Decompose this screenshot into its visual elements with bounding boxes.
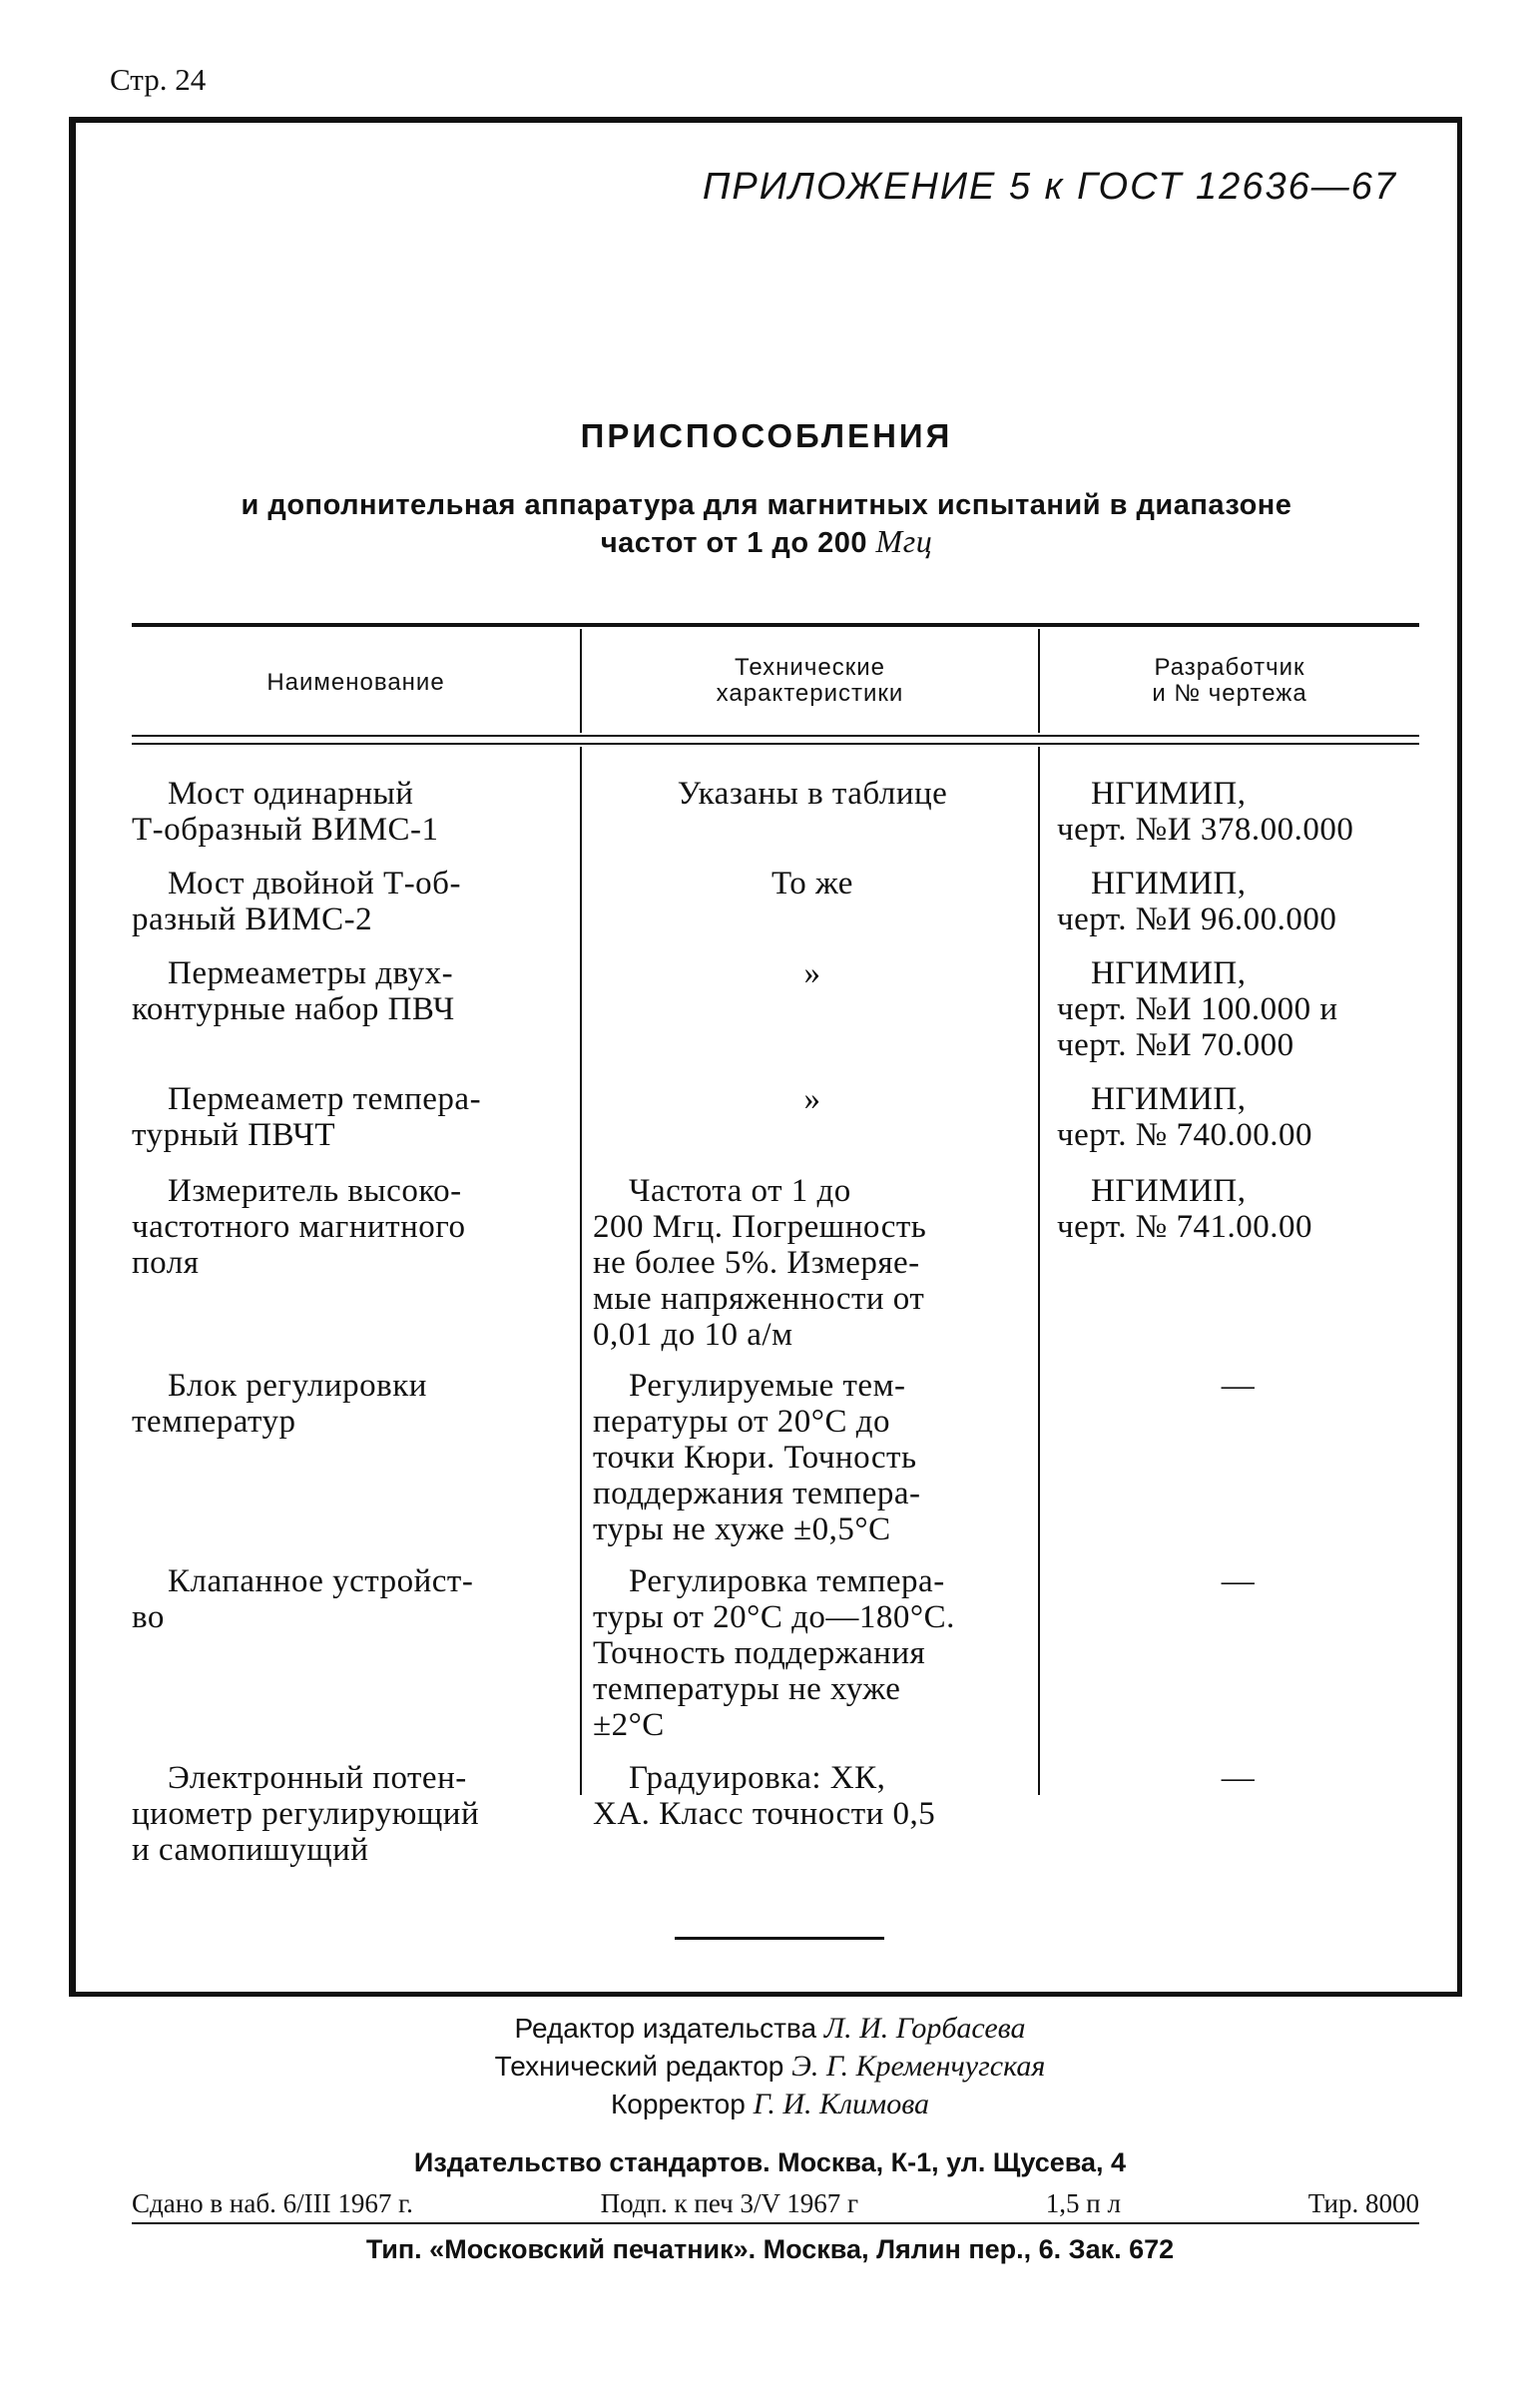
sheet-count: 1,5 п л (1045, 2188, 1121, 2218)
editor-label: Редактор издательства (514, 2013, 817, 2044)
row-8-name: Электронный потен- циометр регулирующий и самопишущий (132, 1760, 480, 1868)
corrector-name: Г. И. Климова (753, 2088, 930, 2120)
row-7-spec: Регулировка темпера- туры от 20°С до—180°С. Точность поддержания температуры не хуже ±2°С (593, 1563, 955, 1743)
row-4-name: Пермеаметр темпера- турный ПВЧТ (132, 1081, 482, 1153)
header-bottom-rule-1 (132, 735, 1419, 737)
row-3-developer: НГИМИП, черт. №И 100.000 и черт. №И 70.000 (1057, 955, 1338, 1063)
subtitle-line-2 (136, 523, 1397, 561)
document-subtitle (136, 487, 1397, 561)
row-5-name: Измеритель высоко- частотного магнитного поля (132, 1173, 466, 1281)
tech-editor-label: Технический редактор (494, 2051, 784, 2082)
row-2-spec: То же (771, 866, 853, 901)
editor-line (0, 2010, 1540, 2048)
row-7-developer: — (1221, 1563, 1256, 1599)
editor-name: Л. И. Горбасева (823, 2012, 1026, 2045)
column-divider-2-body (1038, 747, 1040, 1795)
row-3-name: Пермеаметры двух- контурные набор ПВЧ (132, 955, 455, 1027)
row-6-spec: Регулируемые тем- пературы от 20°С до точки Кюри. Точность поддержания темпера- туры не хуже ±0,5°С (593, 1368, 921, 1547)
header-name: Наименование (266, 669, 445, 696)
row-1-name: Мост одинарный Т-образный ВИМС-1 (132, 776, 439, 848)
page-number: Стр. 24 (110, 62, 207, 97)
row-6-name: Блок регулировки температур (132, 1368, 427, 1440)
row-1-spec: Указаны в таблице (677, 776, 948, 812)
header-developer: Разработчик и № чертежа (1152, 654, 1307, 707)
subtitle-unit: Мгц (875, 523, 933, 559)
corrector-label: Корректор (610, 2089, 746, 2119)
appendix-label: ПРИЛОЖЕНИЕ 5 к ГОСТ 12636—67 (702, 166, 1397, 208)
header-bottom-rule-2 (132, 743, 1419, 745)
tech-editor-line (0, 2048, 1540, 2086)
row-4-spec: » (803, 1081, 821, 1117)
row-2-developer: НГИМИП, черт. №И 96.00.000 (1057, 866, 1337, 937)
subtitle-line-1: и дополнительная аппаратура для магнитных испытаний в диапазоне (241, 489, 1292, 521)
submitted-date: Сдано в наб. 6/III 1967 г. (132, 2188, 413, 2218)
row-5-spec: Частота от 1 до 200 Мгц. Погрешность не более 5%. Измеряе- мые напряженности от 0,01 до 10 а/м (593, 1173, 927, 1353)
row-3-spec: » (803, 955, 821, 991)
print-run: Тир. 8000 (1307, 2188, 1419, 2218)
table-end-rule (675, 1937, 884, 1940)
tech-editor-name: Э. Г. Кременчугская (791, 2050, 1046, 2083)
publisher-line: Издательство стандартов. Москва, К-1, ул. Щусева, 4 (413, 2147, 1127, 2177)
printer-line: Тип. «Московский печатник». Москва, Лялин пер., 6. Зак. 672 (365, 2234, 1175, 2264)
subtitle-line-2-text: частот от 1 до 200 (600, 527, 867, 559)
page-frame (69, 117, 1462, 1997)
row-2-name: Мост двойной Т-об- разный ВИМС-2 (132, 866, 461, 937)
row-4-developer: НГИМИП, черт. № 740.00.00 (1057, 1081, 1312, 1153)
credits (0, 2010, 1540, 2123)
row-1-developer: НГИМИП, черт. №И 378.00.000 (1057, 776, 1354, 848)
row-8-spec: Градуировка: ХК, ХА. Класс точности 0,5 (593, 1760, 936, 1832)
header-specs: Технические характеристики (716, 654, 904, 707)
imprint-line (132, 2188, 1419, 2224)
row-6-developer: — (1221, 1368, 1256, 1404)
corrector-line (0, 2086, 1540, 2123)
table-top-rule (132, 623, 1419, 627)
column-divider-1-body (580, 747, 582, 1795)
row-8-developer: — (1221, 1760, 1256, 1796)
row-7-name: Клапанное устройст- во (132, 1563, 474, 1635)
row-5-developer: НГИМИП, черт. № 741.00.00 (1057, 1173, 1312, 1245)
document-title: ПРИСПОСОБЛЕНИЯ (580, 417, 953, 454)
print-date: Подп. к печ 3/V 1967 г (600, 2188, 859, 2218)
